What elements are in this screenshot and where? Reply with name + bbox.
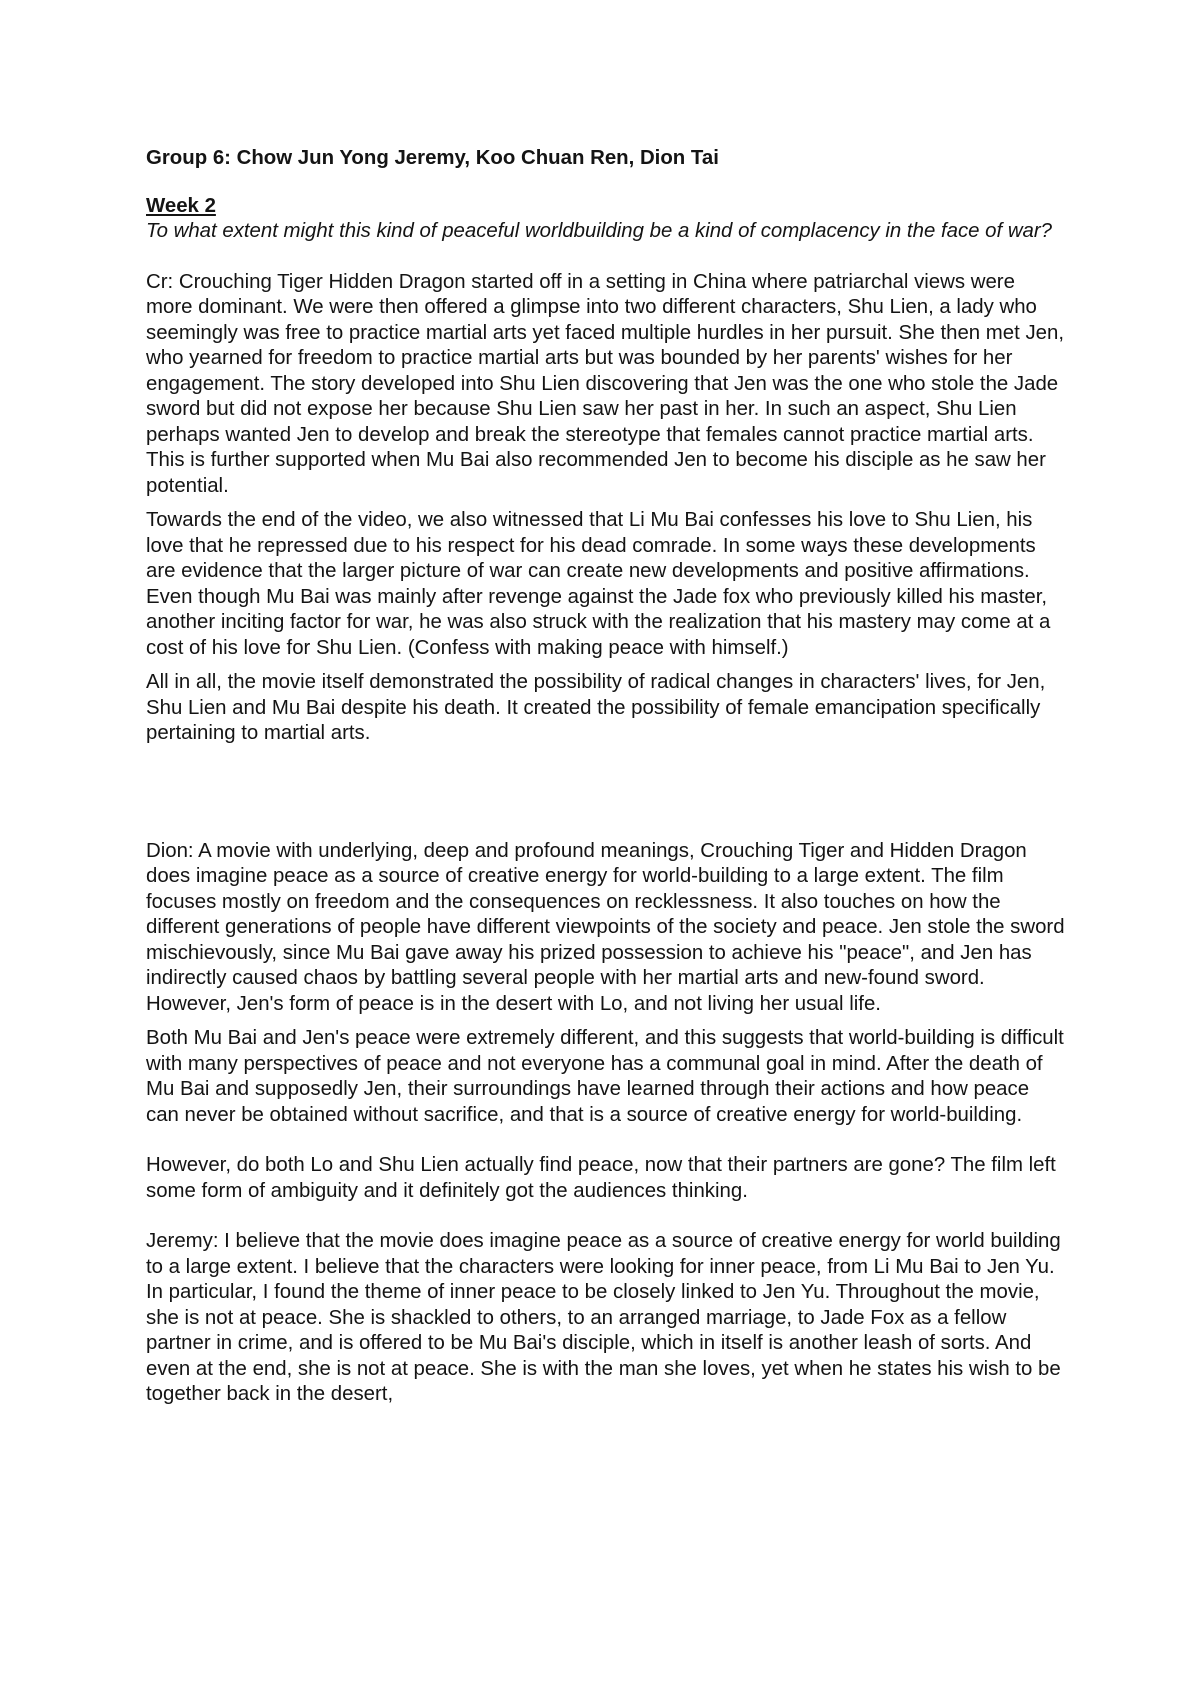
paragraph-spacer	[146, 1213, 1066, 1229]
document-page	[146, 146, 1066, 1417]
cr-paragraph-1: Cr: Crouching Tiger Hidden Dragon started off in a setting in China where patriarchal views were more dominant. We were then offered a glimpse into two different characters, Shu Lien, a lady who seemingly was free to practice martial arts yet faced multiple hurdles in her pursuit. She then met Jen, who yearned for freedom to practice martial arts but was bounded by her parents' wishes for her engagement. The story developed into Shu Lien discovering that Jen was the one who stole the Jade sword but did not expose her because Shu Lien saw her past in her. In such an aspect, Shu Lien perhaps wanted Jen to develop and break the stereotype that females cannot practice martial arts. This is further supported when Mu Bai also recommended Jen to become his disciple as he saw her potential.	[146, 270, 1065, 497]
dion-closing-paragraph: However, do both Lo and Shu Lien actually find peace, now that their partners are gone? The film left some form of ambiguity and it definitely got the audiences thinking.	[146, 1154, 1056, 1202]
cr-paragraph-3: All in all, the movie itself demonstrated the possibility of radical changes in characters' lives, for Jen, Shu Lien and Mu Bai despite his death. It created the possibility of female emancipation specifically pertaining to martial arts.	[146, 671, 1046, 744]
cr-paragraph-2: Towards the end of the video, we also witnessed that Li Mu Bai confesses his love to Shu Lien, his love that he repressed due to his respect for his dead comrade. In some ways these developments are evidence that the larger picture of war can create new developments and positive affirmations. Even though Mu Bai was mainly after revenge against the Jade fox who previously killed his master, another inciting factor for war, he was also struck with the realization that his mastery may come at a cost of his love for Shu Lien. (Confess with making peace with himself.)	[146, 509, 1051, 659]
jeremy-paragraph: Jeremy: I believe that the movie does imagine peace as a source of creative energy for world building to a large extent. I believe that the characters were looking for inner peace, from Li Mu Bai to Jen Yu. In particular, I found the theme of inner peace to be closely linked to Jen Yu. Throughout the movie, she is not at peace. She is shackled to others, to an arranged marriage, to Jade Fox as a fellow partner in crime, and is offered to be Mu Bai's disciple, which in itself is another leash of sorts. And even at the end, she is not at peace. She is with the man she loves, yet when he states his wish to be together back in the desert,	[146, 1230, 1061, 1405]
week-label: Week 2	[146, 194, 216, 217]
section-spacer	[146, 756, 1066, 839]
dion-paragraph-1: Dion: A movie with underlying, deep and profound meanings, Crouching Tiger and Hidden Dragon does imagine peace as a source of creative energy for world-building to a large extent. The film focuses mostly on freedom and the consequences on recklessness. It also touches on how the different generations of people have different viewpoints of the society and peace. Jen stole the sword mischievously, since Mu Bai gave away his prized possession to achieve his "peace", and Jen has indirectly caused chaos by battling several people with her martial arts and new-found sword. However, Jen's form of peace is in the desert with Lo, and not living her usual life.	[146, 839, 1065, 1015]
prompt-question: To what extent might this kind of peaceful worldbuilding be a kind of complacency in the face of war?	[146, 220, 1053, 242]
document-heading: Group 6: Chow Jun Yong Jeremy, Koo Chuan Ren, Dion Tai	[146, 147, 719, 169]
paragraph-spacer	[146, 1137, 1066, 1153]
dion-paragraph-2: Both Mu Bai and Jen's peace were extremely different, and this suggests that world-building is difficult with many perspectives of peace and not everyone has a communal goal in mind. After the death of Mu Bai and supposedly Jen, their surroundings have learned through their actions and how peace can never be obtained without sacrifice, and that is a source of creative energy for world-building.	[146, 1027, 1064, 1126]
